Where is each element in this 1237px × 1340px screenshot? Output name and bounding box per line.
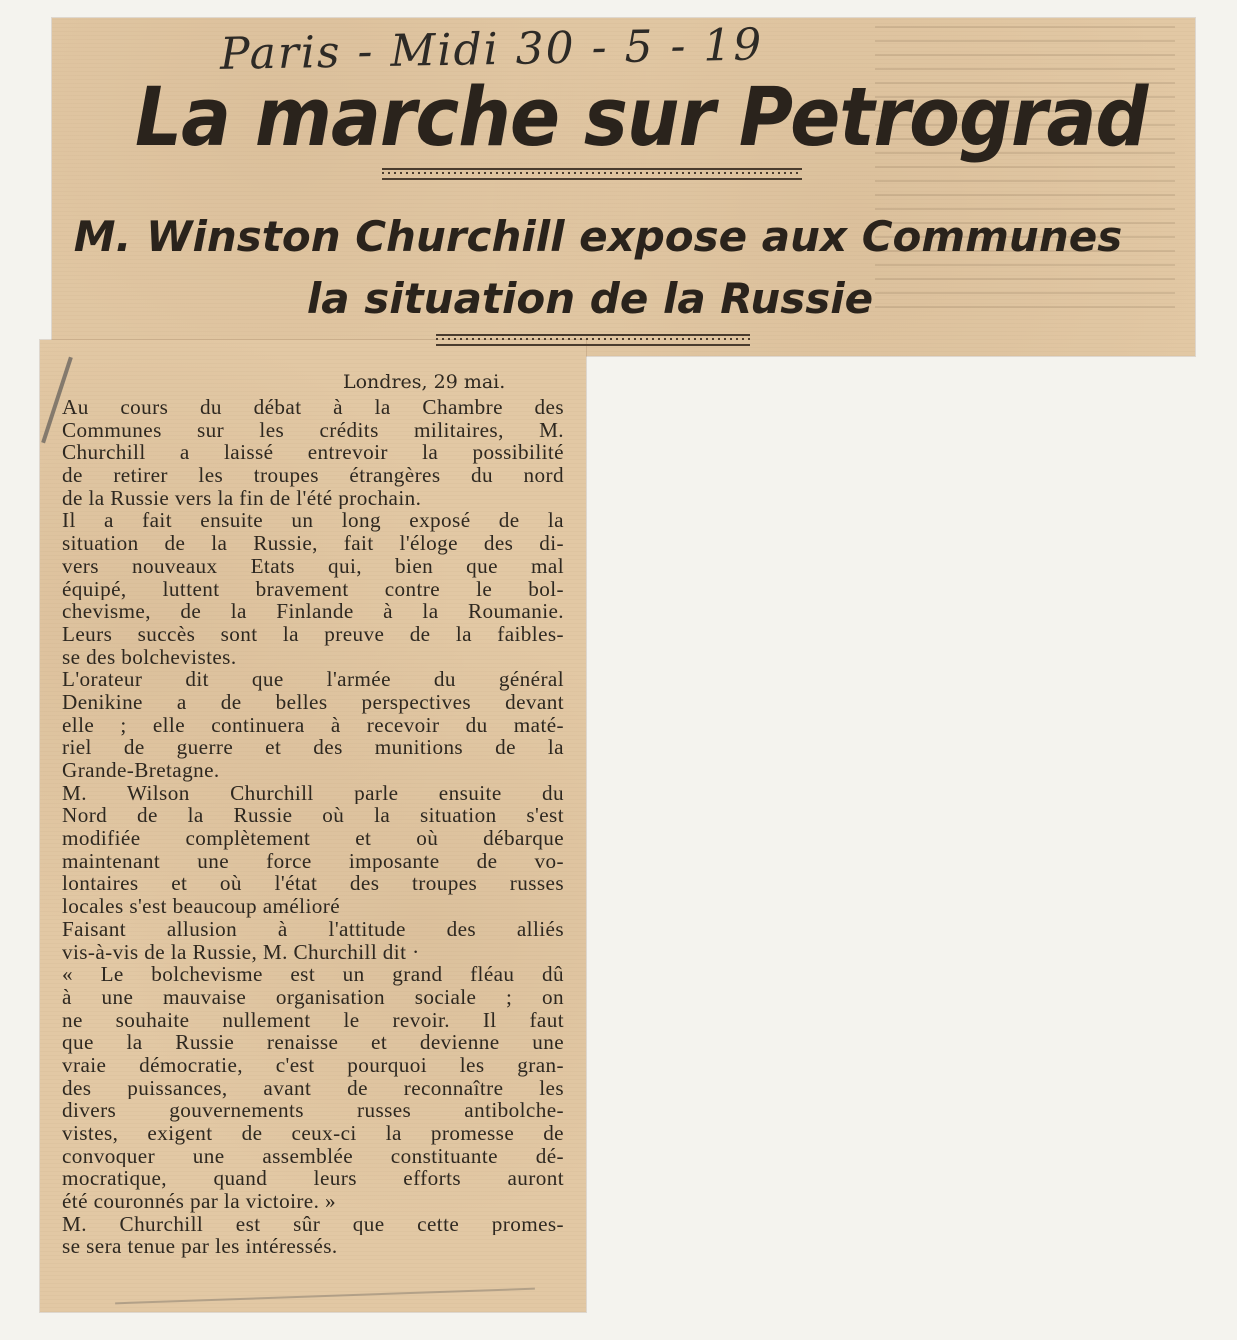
article-line: mocratique, quand leurs efforts auront <box>62 1167 564 1191</box>
article-line: elle ; elle continuera à recevoir du maté- <box>62 713 564 737</box>
article-line: vers nouveaux Etats qui, bien que mal <box>62 554 564 578</box>
article-line: que la Russie renaisse et devienne une <box>62 1031 564 1054</box>
article-line: M. Wilson Churchill parle ensuite du <box>62 781 564 805</box>
article-line: vistes, exigent de ceux-ci la promesse de <box>62 1122 564 1145</box>
article-line: modifiée complètement et où débarque <box>62 827 564 850</box>
article-line: ne souhaite nullement le revoir. Il faut <box>62 1008 564 1032</box>
article-line: Denikine a de belles perspectives devant <box>62 690 564 714</box>
article-line: locales s'est beaucoup amélioré <box>62 895 341 918</box>
article-line: situation de la Russie, fait l'éloge des di- <box>62 532 564 555</box>
article-line: Communes sur les crédits militaires, M. <box>62 418 564 442</box>
article-body <box>62 396 564 1258</box>
article-line: Au cours du débat à la Chambre des <box>62 396 564 419</box>
headline: La marche sur Petrograd <box>135 70 1148 165</box>
article-line: M. Churchill est sûr que cette promes- <box>62 1212 564 1236</box>
article-line: de retirer les troupes étrangères du nord <box>62 464 564 487</box>
article-line: à une mauvaise organisation sociale ; on <box>62 985 564 1009</box>
article-line: Churchill a laissé entrevoir la possibilité <box>62 441 564 465</box>
article-line: vis-à-vis de la Russie, M. Churchill dit · <box>62 940 420 964</box>
article-line: de la Russie vers la fin de l'été prochain. <box>62 486 422 510</box>
article-line: Nord de la Russie où la situation s'est <box>62 804 564 828</box>
article-line: vraie démocratie, c'est pourquoi les gran- <box>62 1053 564 1077</box>
article-line: riel de guerre et des munitions de la <box>62 736 564 759</box>
article-line: Grande-Bretagne. <box>62 759 220 782</box>
article-line: Faisant allusion à l'attitude des alliés <box>62 917 564 941</box>
article-line: Il a fait ensuite un long exposé de la <box>62 509 564 533</box>
ornamental-rule-bottom <box>436 334 750 346</box>
article-line: L'orateur dit que l'armée du général <box>62 668 564 691</box>
article-line: équipé, luttent bravement contre le bol- <box>62 577 564 601</box>
article-line: Leurs succès sont la preuve de la faibles- <box>62 622 564 646</box>
article-line: se sera tenue par les intéressés. <box>62 1235 338 1259</box>
article-line: été couronnés par la victoire. » <box>62 1190 337 1213</box>
subheadline-line-2: la situation de la Russie <box>306 274 874 323</box>
article-line: « Le bolchevisme est un grand fléau dû <box>62 963 564 986</box>
dateline: Londres, 29 mai. <box>343 371 506 393</box>
article-line: se des bolchevistes. <box>62 645 237 669</box>
article-line: divers gouvernements russes antibolche- <box>62 1099 564 1122</box>
article-line: lontaires et où l'état des troupes russes <box>62 872 564 896</box>
article-line: chevisme, de la Finlande à la Roumanie. <box>62 600 564 623</box>
article-line: convoquer une assemblée constituante dé- <box>62 1144 564 1168</box>
article-line: des puissances, avant de reconnaître les <box>62 1076 564 1100</box>
ornamental-rule-top <box>382 168 802 180</box>
subheadline-line-1: M. Winston Churchill expose aux Communes <box>73 212 1123 261</box>
handwritten-note: Paris - Midi 30 - 5 - 19 <box>219 19 764 80</box>
article-line: maintenant une force imposante de vo- <box>62 849 564 873</box>
